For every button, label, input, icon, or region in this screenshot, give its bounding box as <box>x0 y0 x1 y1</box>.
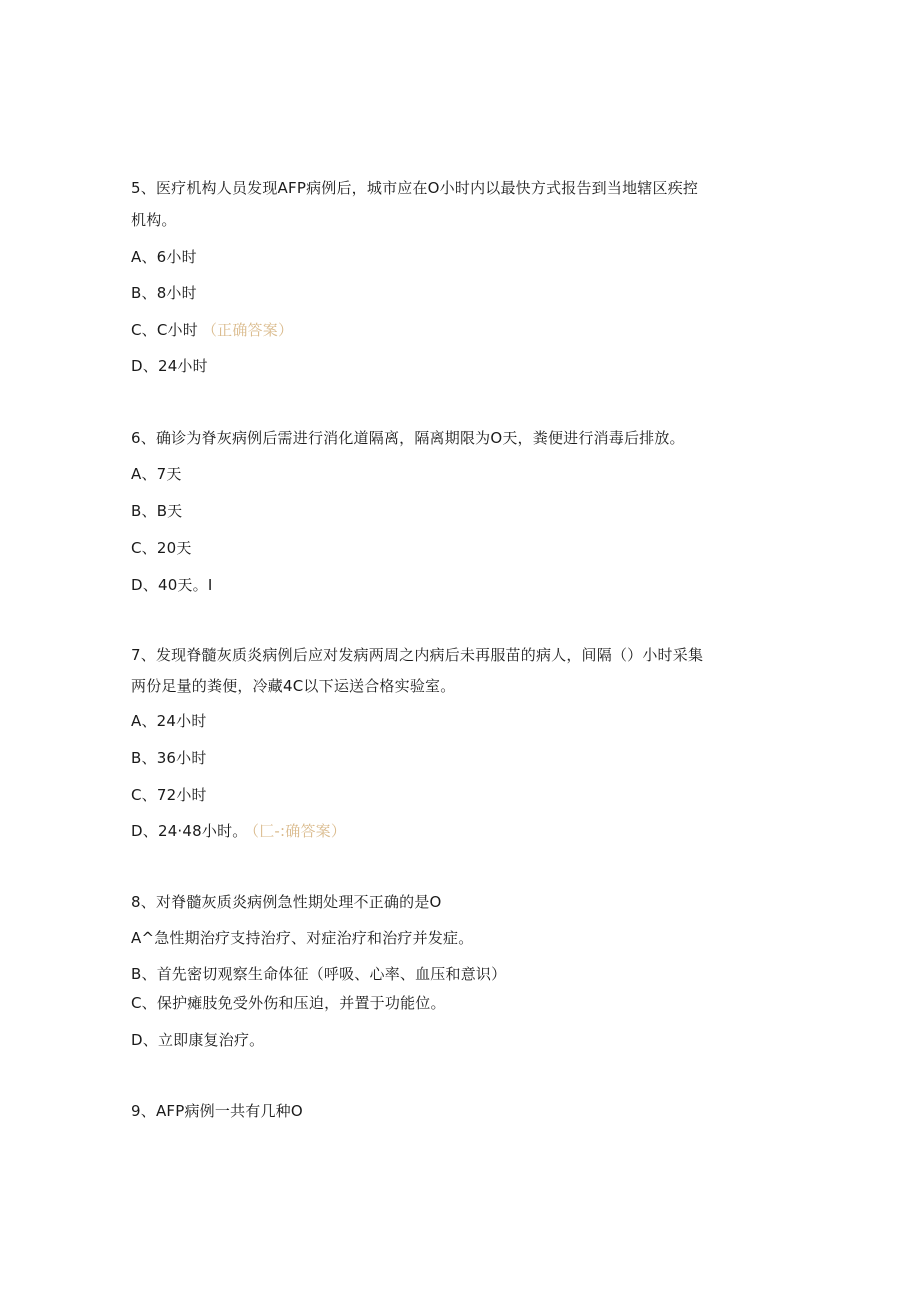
question-7-option-c <box>131 785 207 805</box>
question-6-option-a <box>131 464 182 484</box>
question-7-stem-line-2: 两份足量的粪便，冷藏4C以下运送合格实验室。 <box>131 677 456 695</box>
question-5-option-b <box>131 283 197 303</box>
option-text: B、首先密切观察生命体征（呼吸、心率、血压和意识） <box>131 965 507 983</box>
question-5-stem-line-1: 5、医疗机构人员发现AFP病例后，城市应在O小时内以最快方式报告到当地辖区疾控 <box>131 179 699 197</box>
question-9-stem-line-1: 9、AFP病例一共有几种O <box>131 1102 303 1120</box>
question-5-option-c <box>131 320 293 340</box>
option-text: A、6小时 <box>131 248 197 266</box>
option-text: C、C小时 <box>131 321 198 339</box>
option-text: D、立即康复治疗。 <box>131 1031 265 1049</box>
option-text: D、40天。I <box>131 576 213 594</box>
question-6-option-b <box>131 501 182 521</box>
option-text: A、7天 <box>131 465 182 483</box>
question-8-stem-line-1: 8、对脊髓灰质炎病例急性期处理不正确的是O <box>131 893 442 911</box>
option-text: C、保护瘫肢免受外伤和压迫，并置于功能位。 <box>131 994 446 1012</box>
option-text: C、72小时 <box>131 786 207 804</box>
option-text: B、8小时 <box>131 284 197 302</box>
question-6-stem-line-1: 6、确诊为脊灰病例后需进行消化道隔离，隔离期限为O天，粪便进行消毒后排放。 <box>131 429 685 447</box>
option-text: D、24·48小时。 <box>131 822 248 840</box>
question-6-option-c <box>131 538 192 558</box>
question-7-option-a <box>131 711 207 731</box>
option-text: A、24小时 <box>131 712 207 730</box>
question-8-option-a <box>131 928 473 948</box>
question-7-stem-line-1: 7、发现脊髓灰质炎病例后应对发病两周之内病后未再服苗的病人，间隔（）小时采集 <box>131 646 704 664</box>
question-7-option-b <box>131 748 207 768</box>
option-text: C、20天 <box>131 539 192 557</box>
option-text: B、B天 <box>131 502 183 520</box>
question-8-option-b <box>131 964 506 984</box>
question-5-stem-line-2: 机构。 <box>131 211 177 229</box>
correct-answer-tag: （正确答案） <box>201 321 294 339</box>
question-8-option-d <box>131 1030 264 1050</box>
option-text: D、24小时 <box>131 357 208 375</box>
option-text: A^急性期治疗支持治疗、对症治疗和治疗并发症。 <box>131 929 474 947</box>
question-6-option-d <box>131 575 212 595</box>
correct-answer-tag: （匚-:确答案） <box>251 822 347 840</box>
option-text: B、36小时 <box>131 749 207 767</box>
question-8-option-c <box>131 993 446 1013</box>
question-7-option-d <box>131 821 346 841</box>
question-5-option-a <box>131 247 197 267</box>
question-5-option-d <box>131 356 208 376</box>
